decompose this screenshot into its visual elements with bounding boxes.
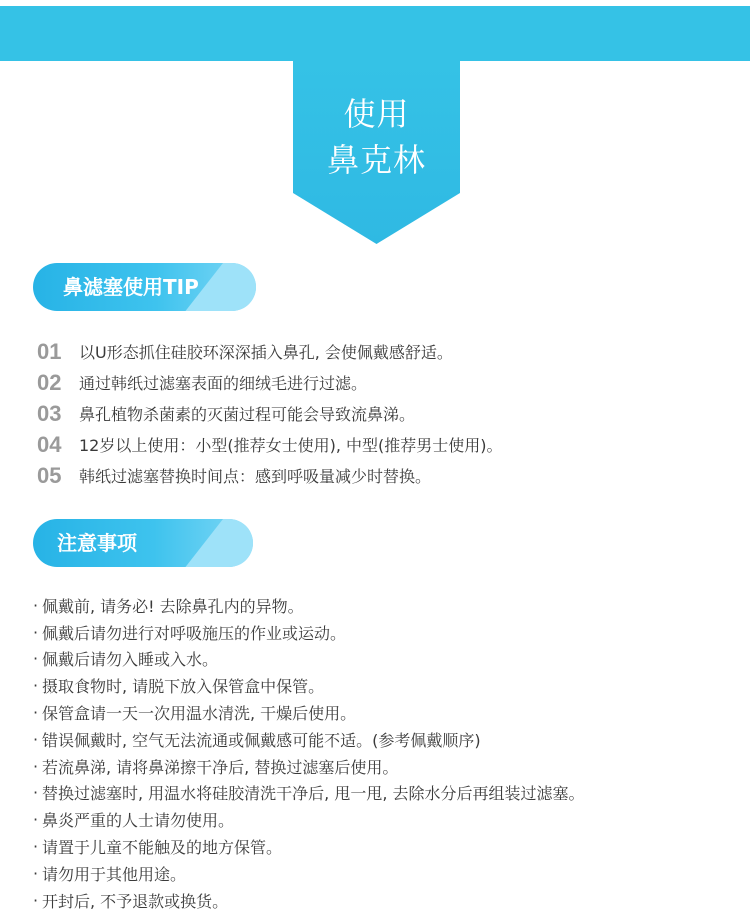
- tip-number: 02: [37, 369, 62, 395]
- tip-item: [37, 429, 727, 460]
- note-item: [30, 592, 730, 619]
- notes-list: [30, 592, 730, 914]
- note-text: 开封后, 不予退款或换货。: [42, 891, 229, 911]
- tip-number: 03: [37, 400, 62, 426]
- bullet: ·: [32, 729, 39, 749]
- bullet: ·: [32, 890, 39, 910]
- note-item: [30, 833, 730, 860]
- tip-item: [37, 460, 727, 491]
- note-text: 错误佩戴时, 空气无法流通或佩戴感可能不适。(参考佩戴顺序): [42, 730, 481, 750]
- note-item: [30, 699, 730, 726]
- tip-number: 01: [37, 338, 62, 364]
- note-text: 佩戴前, 请务必! 去除鼻孔内的异物。: [42, 596, 304, 616]
- notes-section-title: 注意事项: [57, 531, 137, 555]
- tip-text: 通过韩纸过滤塞表面的细绒毛进行过滤。: [79, 374, 368, 393]
- bullet: ·: [32, 622, 39, 642]
- ribbon-title: [293, 91, 460, 183]
- tip-item: [37, 367, 727, 398]
- note-text: 佩戴后请勿进行对呼吸施压的作业或运动。: [42, 623, 347, 643]
- tip-number: 05: [37, 462, 62, 488]
- bullet: ·: [32, 595, 39, 615]
- notes-section-heading: [33, 519, 253, 567]
- top-banner-band: [0, 6, 750, 61]
- heading-decor-stripe: [185, 519, 253, 567]
- tip-number: 04: [37, 431, 62, 457]
- note-item: [30, 726, 730, 753]
- bullet: ·: [32, 756, 39, 776]
- bullet: ·: [32, 703, 39, 723]
- tip-text: 鼻孔植物杀菌素的灭菌过程可能会导致流鼻涕。: [79, 405, 416, 424]
- tip-item: [37, 398, 727, 429]
- ribbon-title-line2: 鼻克林: [326, 141, 426, 179]
- bullet: ·: [32, 810, 39, 830]
- note-item: [30, 860, 730, 887]
- note-text: 请置于儿童不能触及的地方保管。: [42, 838, 283, 858]
- note-text: 保管盒请一天一次用温水清洗, 干燥后使用。: [42, 704, 357, 724]
- note-item: [30, 646, 730, 673]
- tip-text: 韩纸过滤塞替换时间点：感到呼吸量减少时替换。: [79, 467, 432, 486]
- note-text: 若流鼻涕, 请将鼻涕擦干净后, 替换过滤塞后使用。: [42, 757, 399, 777]
- note-text: 请勿用于其他用途。: [42, 864, 187, 884]
- tip-text: 以U形态抓住硅胶环深深插入鼻孔, 会使佩戴感舒适。: [79, 343, 453, 362]
- note-item: [30, 753, 730, 780]
- bullet: ·: [32, 863, 39, 883]
- tip-item: [37, 336, 727, 367]
- tip-text: 12岁以上使用：小型(推荐女士使用), 中型(推荐男士使用)。: [79, 436, 503, 455]
- note-item: [30, 806, 730, 833]
- note-text: 鼻炎严重的人士请勿使用。: [42, 811, 235, 831]
- tip-section-title: 鼻滤塞使用TIP: [63, 275, 199, 299]
- note-text: 替换过滤塞时, 用温水将硅胶清洗干净后, 甩一甩, 去除水分后再组装过滤塞。: [42, 784, 585, 804]
- ribbon-title-line1: 使用: [343, 95, 410, 133]
- bullet: ·: [32, 676, 39, 696]
- tip-list: [37, 336, 727, 491]
- note-item: [30, 780, 730, 807]
- bullet: ·: [32, 783, 39, 803]
- note-item: [30, 887, 730, 914]
- bullet: ·: [32, 649, 39, 669]
- title-ribbon: [293, 61, 460, 244]
- note-text: 摄取食物时, 请脱下放入保管盒中保管。: [42, 677, 325, 697]
- note-item: [30, 672, 730, 699]
- bullet: ·: [32, 837, 39, 857]
- note-text: 佩戴后请勿入睡或入水。: [42, 650, 219, 670]
- tip-section-heading: [33, 263, 256, 311]
- note-item: [30, 619, 730, 646]
